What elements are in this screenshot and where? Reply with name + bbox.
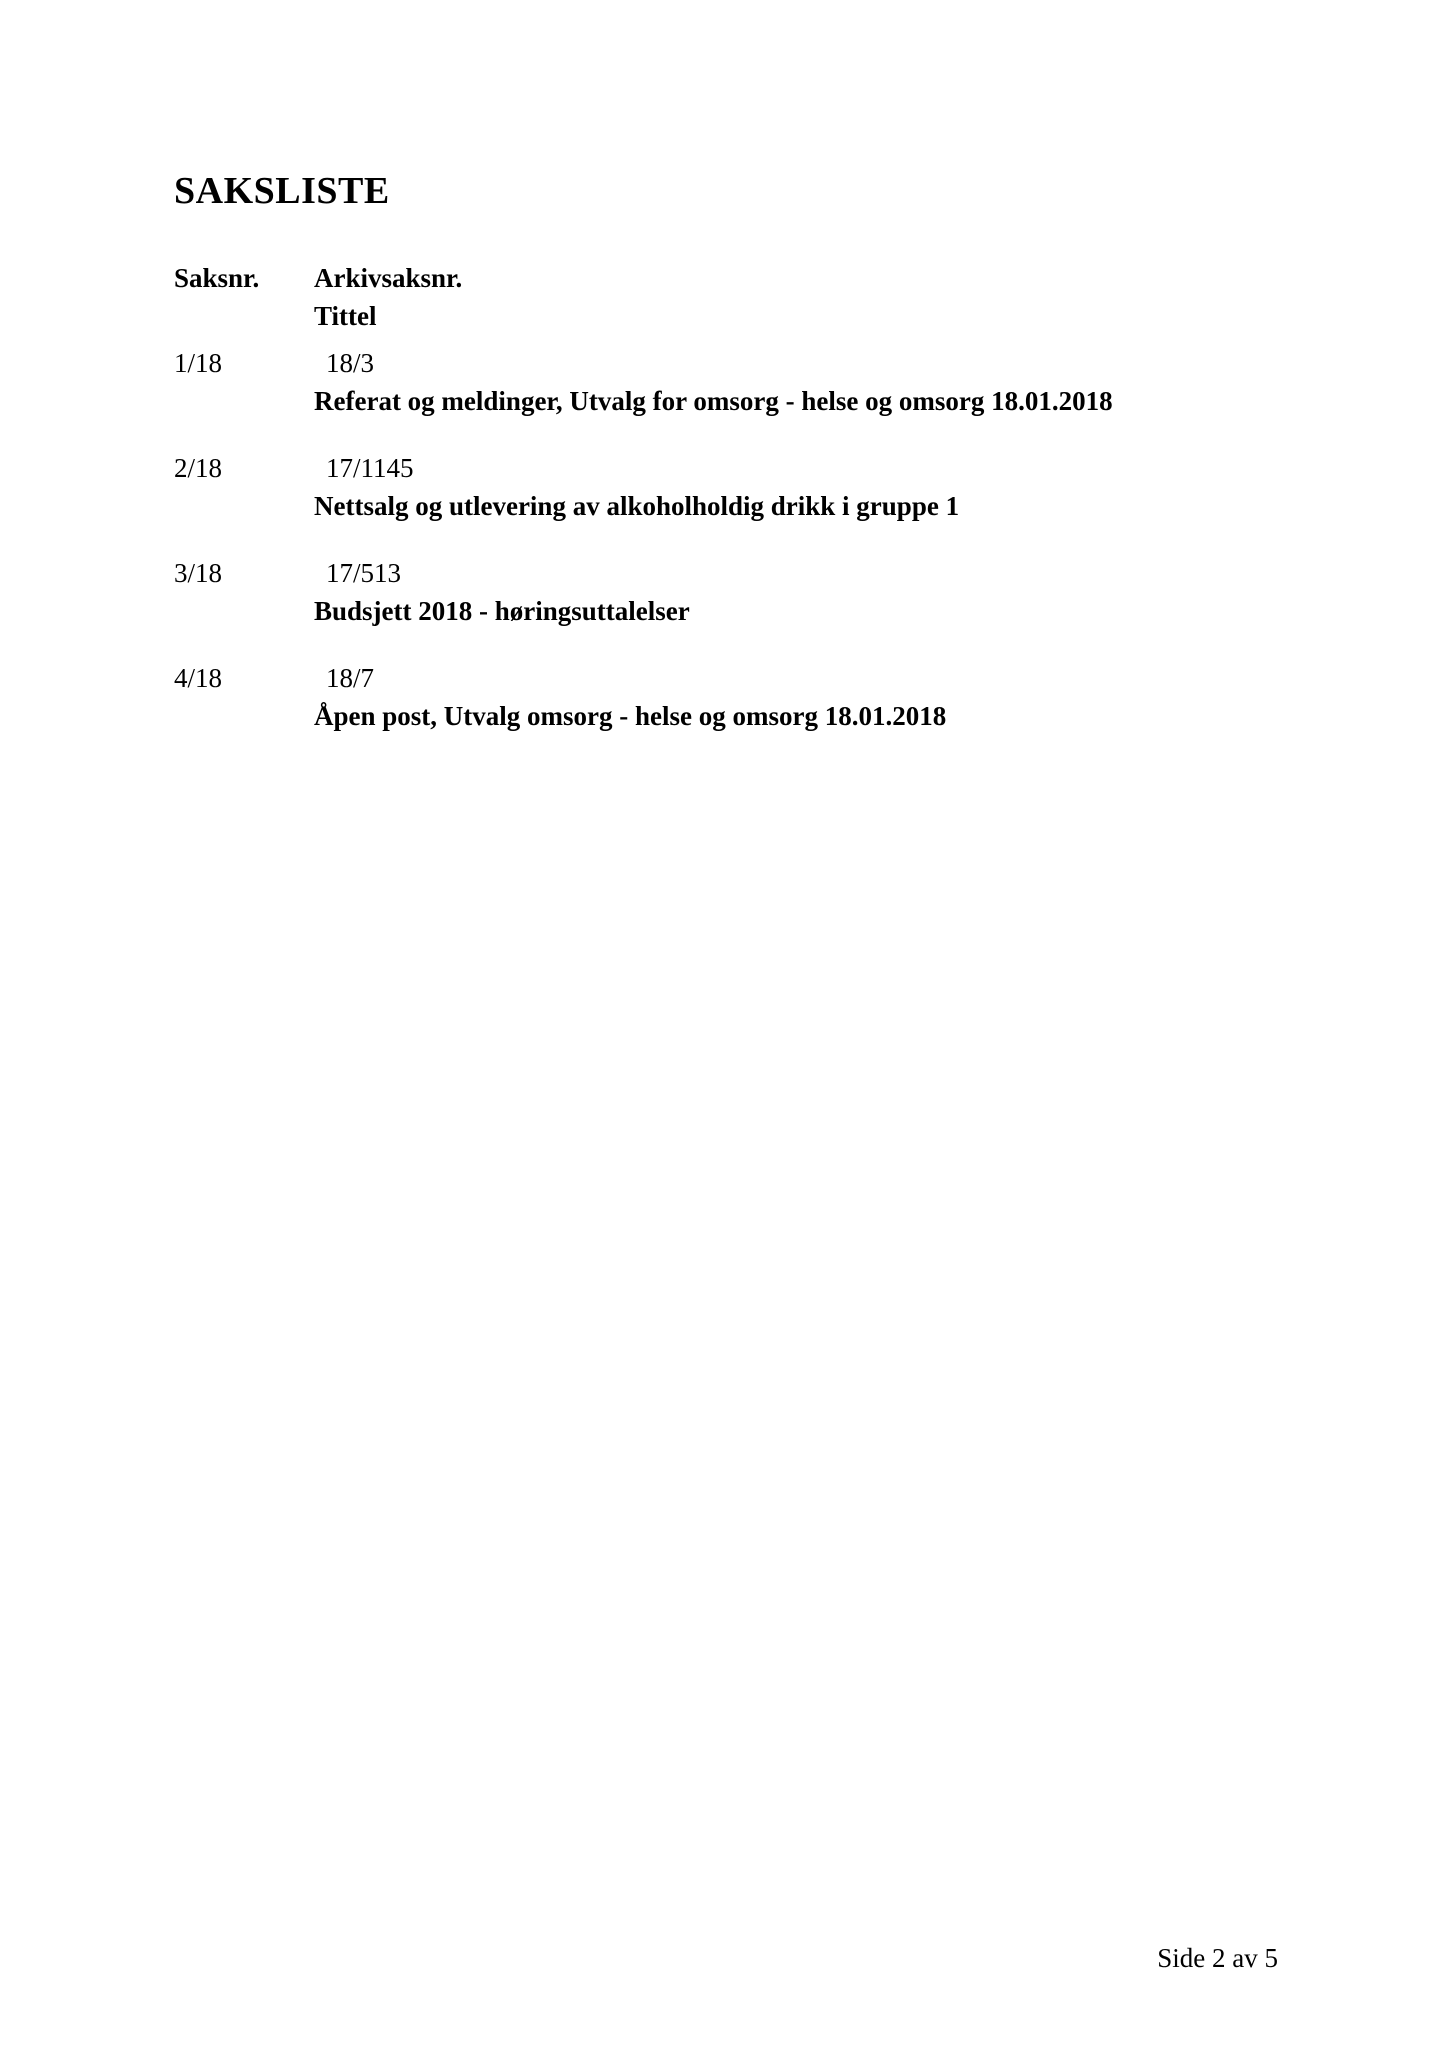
item-tittel: Budsjett 2018 - høringsuttalelser — [314, 596, 690, 626]
item-tittel: Nettsalg og utlevering av alkoholholdig drikk i gruppe 1 — [314, 491, 960, 521]
item-tittel: Åpen post, Utvalg omsorg - helse og omsorg 18.01.2018 — [314, 701, 947, 731]
page-title: SAKSLISTE — [174, 170, 390, 212]
list-item — [174, 658, 1274, 748]
page-number: Side 2 av 5 — [1157, 1943, 1278, 1973]
item-arkivsaksnr: 17/1145 — [326, 453, 414, 483]
item-saksnr: 2/18 — [174, 453, 223, 483]
item-tittel: Referat og meldinger, Utvalg for omsorg - helse og omsorg 18.01.2018 — [314, 386, 1113, 416]
item-saksnr: 1/18 — [174, 348, 223, 378]
header-tittel: Tittel — [314, 301, 377, 331]
item-saksnr: 4/18 — [174, 663, 223, 693]
item-arkivsaksnr: 17/513 — [326, 558, 402, 588]
item-arkivsaksnr: 18/3 — [326, 348, 375, 378]
list-item — [174, 553, 1274, 643]
item-saksnr: 3/18 — [174, 558, 223, 588]
header-saksnr: Saksnr. — [174, 263, 260, 293]
header-arkivsaksnr: Arkivsaksnr. — [314, 263, 463, 293]
list-item — [174, 448, 1274, 538]
item-arkivsaksnr: 18/7 — [326, 663, 375, 693]
list-item — [174, 343, 1274, 433]
